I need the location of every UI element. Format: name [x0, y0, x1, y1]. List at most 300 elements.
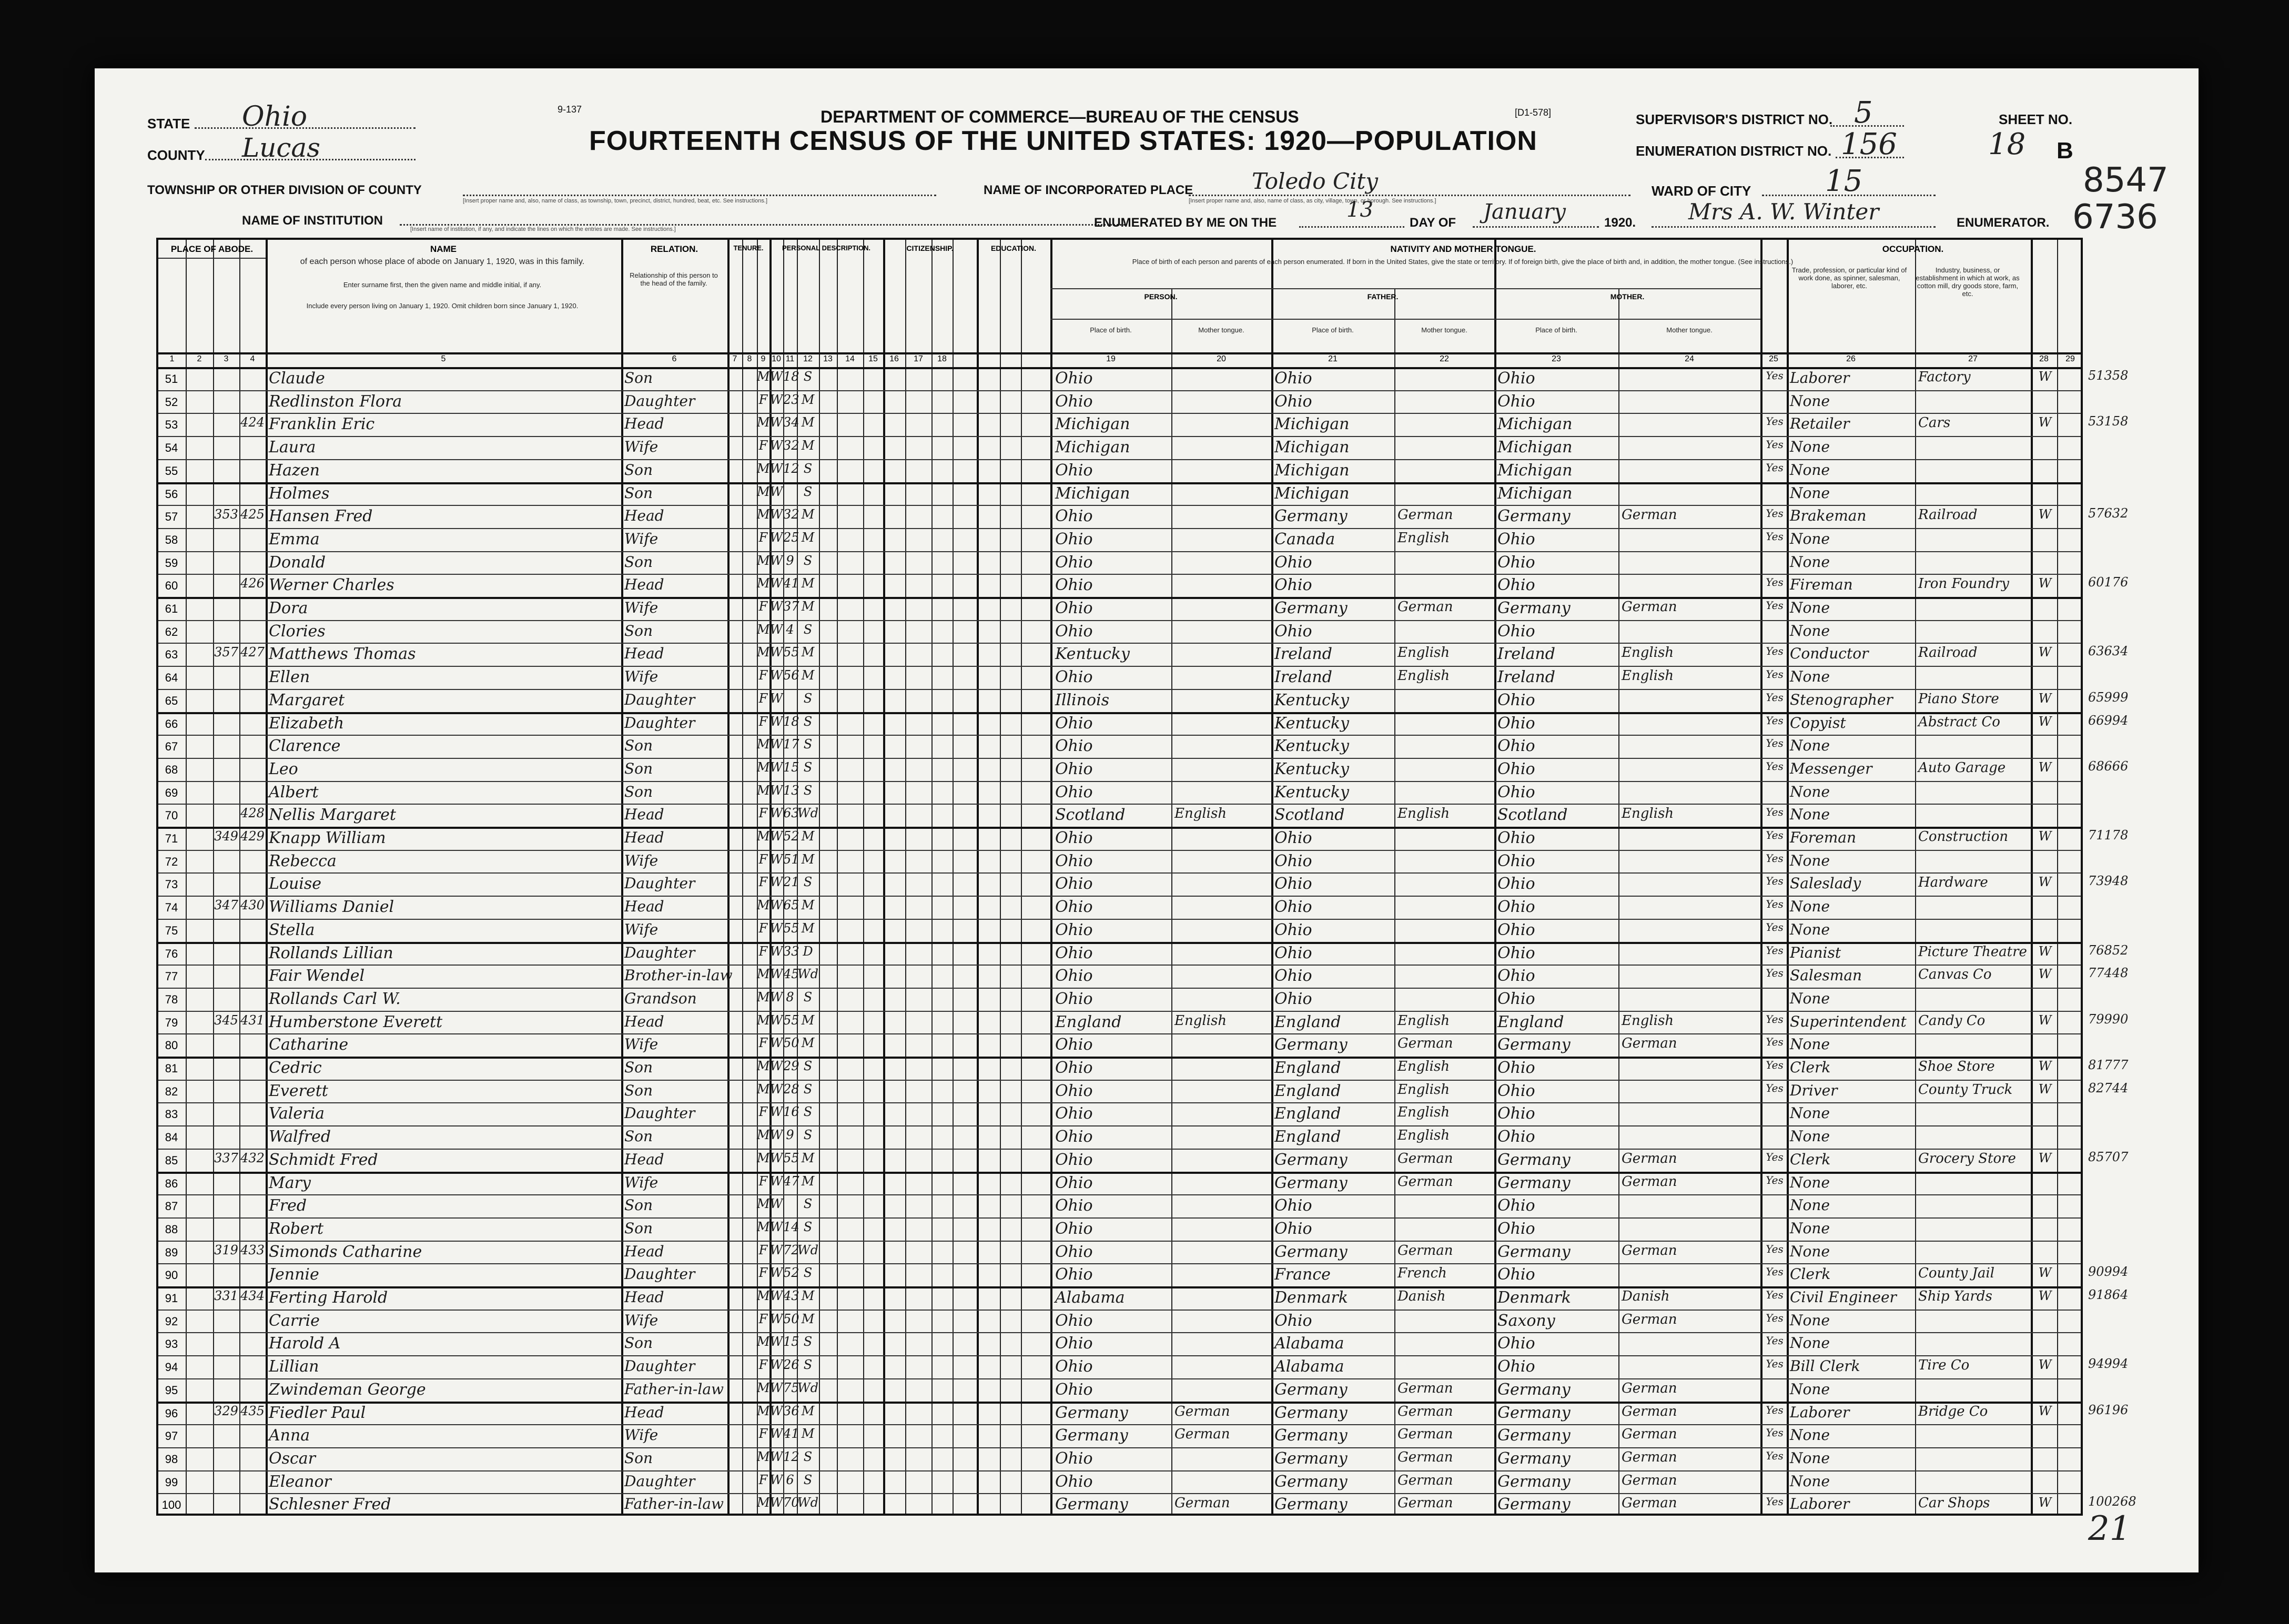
cell-name: Valeria: [269, 1104, 325, 1123]
cell-sex: F: [758, 943, 768, 959]
cell-occ: Copyist: [1790, 714, 1846, 732]
cell-fam: 426: [240, 576, 265, 591]
cell-fbirth: Scotland: [1274, 806, 1345, 825]
cell-cls: W: [2038, 759, 2052, 775]
cell-mbirth: Ohio: [1497, 759, 1535, 778]
form-code: [D1-578]: [1515, 107, 1552, 118]
cell-tongue: English: [1174, 1012, 1227, 1029]
margin-code: 79990: [2088, 1011, 2129, 1027]
cell-sex: M: [757, 507, 770, 522]
cell-dw: 337: [214, 1150, 238, 1165]
cell-rel: Son: [624, 1334, 653, 1352]
row-rule: [158, 1194, 2081, 1195]
incorporated-note: [Insert proper name and, also, name of class, as city, village, town, or borough. See instructions.]: [1189, 198, 1436, 204]
cell-ftongue: French: [1397, 1265, 1447, 1282]
cell-name: Fred: [269, 1196, 307, 1215]
column-number: 25: [1769, 354, 1778, 363]
cell-mar: M: [801, 645, 815, 660]
cell-mbirth: Ohio: [1497, 1265, 1535, 1284]
cell-race: W: [769, 1357, 783, 1373]
cell-birth: Ohio: [1055, 599, 1093, 617]
cell-name: Schmidt Fred: [269, 1150, 378, 1169]
cell-mbirth: Germany: [1497, 1495, 1571, 1514]
cell-rel: Daughter: [624, 875, 695, 892]
cell-eng: Yes: [1766, 507, 1784, 520]
cell-birth: Ohio: [1055, 714, 1093, 733]
cell-fbirth: England: [1274, 1128, 1341, 1146]
cell-name: Mary: [269, 1173, 311, 1192]
row-rule: [158, 781, 2081, 782]
cell-tongue: English: [1174, 806, 1227, 822]
cell-age: 25: [783, 530, 799, 545]
cell-eng: Yes: [1766, 967, 1784, 980]
cell-fbirth: France: [1274, 1265, 1331, 1284]
cell-age: 23: [783, 392, 799, 407]
sheet-label: SHEET NO.: [1999, 111, 2073, 127]
cell-mtongue: English: [1622, 645, 1674, 661]
cell-mar: S: [803, 737, 813, 752]
cell-birth: Ohio: [1055, 1128, 1093, 1146]
line-number: 87: [165, 1200, 178, 1213]
cell-occ: Saleslady: [1790, 875, 1861, 892]
cell-name: Rebecca: [269, 851, 337, 870]
column-number: 20: [1217, 354, 1226, 363]
cell-race: W: [769, 1426, 783, 1442]
cell-rel: Head: [624, 829, 664, 846]
cell-mar: Wd: [797, 1380, 819, 1395]
margin-code: 60176: [2088, 575, 2129, 590]
cell-mar: S: [803, 461, 813, 476]
cell-sex: F: [758, 920, 768, 936]
row-rule: [158, 390, 2081, 391]
column-number: 15: [868, 354, 878, 363]
cell-occ: Salesman: [1790, 967, 1862, 984]
row-rule: [158, 988, 2081, 989]
row-rule: [158, 689, 2081, 690]
cell-mbirth: Ohio: [1497, 989, 1535, 1008]
cell-occ: Laborer: [1790, 1495, 1850, 1513]
cell-birth: Ohio: [1055, 783, 1093, 801]
cell-sex: M: [757, 553, 770, 568]
enumeration-label: ENUMERATION DISTRICT NO.: [1636, 143, 1832, 159]
cell-age: 32: [783, 438, 799, 453]
cell-fbirth: Ohio: [1274, 576, 1312, 595]
incorporated-value: Toledo City: [1252, 168, 1379, 194]
row-rule: [158, 505, 2081, 506]
cell-rel: Head: [624, 415, 664, 433]
cell-race: W: [769, 484, 783, 499]
line-number: 93: [165, 1337, 178, 1351]
county-label: COUNTY: [147, 147, 205, 163]
cell-ind: Ship Yards: [1918, 1288, 1992, 1304]
cell-race: W: [769, 1265, 783, 1281]
state-value: Ohio: [242, 101, 308, 133]
cell-name: Clarence: [269, 737, 341, 756]
cell-mbirth: Germany: [1497, 1449, 1571, 1468]
cell-cls: W: [2038, 967, 2052, 982]
cell-race: W: [769, 438, 783, 453]
column-rule: [621, 240, 623, 1514]
cell-name: Oscar: [269, 1449, 316, 1468]
cell-ind: Bridge Co: [1918, 1403, 1988, 1419]
cell-mbirth: Ohio: [1497, 851, 1535, 870]
cell-mbirth: Germany: [1497, 1242, 1571, 1261]
row-rule: [158, 735, 2081, 736]
column-rule: [2031, 240, 2033, 1514]
cell-name: Werner Charles: [269, 576, 394, 595]
line-number: 95: [165, 1383, 178, 1397]
margin-code: 82744: [2088, 1080, 2129, 1095]
cell-mbirth: Ireland: [1497, 645, 1555, 664]
cell-age: 17: [783, 737, 799, 752]
cell-birth: Ohio: [1055, 898, 1093, 917]
cell-mbirth: Ohio: [1497, 1357, 1535, 1376]
cell-occ: None: [1790, 530, 1830, 547]
cell-birth: Ohio: [1055, 875, 1093, 894]
cell-race: W: [769, 1219, 783, 1234]
cell-sex: M: [757, 1059, 770, 1073]
cell-race: W: [769, 507, 783, 522]
year-value: 1920.: [1604, 216, 1636, 230]
cell-name: Claude: [269, 369, 325, 388]
line-number: 59: [165, 556, 178, 570]
state-label: STATE: [147, 116, 190, 131]
cell-mar: S: [803, 1265, 813, 1281]
cell-sex: F: [758, 851, 768, 867]
cell-name: Lillian: [269, 1357, 319, 1376]
cell-birth: Ohio: [1055, 1334, 1093, 1353]
cell-race: W: [769, 1449, 783, 1464]
cell-age: 36: [783, 1403, 799, 1418]
enumerator-value: Mrs A. W. Winter: [1688, 199, 1879, 225]
cell-rel: Son: [624, 1196, 653, 1214]
cell-occ: Bill Clerk: [1790, 1357, 1860, 1375]
line-number: 54: [165, 441, 178, 455]
column-rule: [931, 240, 933, 1514]
line-number: 98: [165, 1452, 178, 1466]
cell-name: Jennie: [269, 1265, 319, 1284]
cell-mbirth: Ohio: [1497, 1196, 1535, 1215]
column-rule: [905, 240, 906, 1514]
cell-occ: None: [1790, 1311, 1830, 1329]
cell-race: W: [769, 1472, 783, 1487]
cell-age: 9: [786, 553, 794, 568]
row-rule: [158, 1310, 2081, 1311]
column-rule: [266, 240, 268, 1514]
relation-description: Relationship of this person to the head of the family.: [630, 271, 718, 287]
cell-birth: England: [1055, 1012, 1122, 1031]
cell-fbirth: Michigan: [1274, 461, 1350, 480]
cell-eng: Yes: [1766, 759, 1784, 773]
cell-race: W: [769, 1380, 783, 1395]
cell-tongue: German: [1174, 1495, 1230, 1511]
cell-name: Cedric: [269, 1059, 322, 1077]
cell-mbirth: Ohio: [1497, 1128, 1535, 1146]
cell-mar: Wd: [797, 967, 819, 982]
cell-race: W: [769, 691, 783, 706]
cell-birth: Alabama: [1055, 1288, 1125, 1307]
cell-fbirth: Germany: [1274, 1380, 1348, 1399]
row-rule: [158, 551, 2081, 552]
name-description: of each person whose place of abode on January 1, 1920, was in this family.: [300, 257, 585, 266]
cell-birth: Ohio: [1055, 576, 1093, 595]
cell-race: W: [769, 1128, 783, 1143]
cell-age: 16: [783, 1104, 799, 1120]
cell-race: W: [769, 1196, 783, 1212]
stamp-number-top: 8547: [2083, 161, 2169, 200]
column-number: 16: [889, 354, 899, 363]
column-rule: [883, 240, 885, 1514]
cell-birth: Ohio: [1055, 1196, 1093, 1215]
cell-sex: M: [757, 967, 770, 982]
cell-name: Ferting Harold: [269, 1288, 388, 1307]
cell-age: 18: [783, 369, 799, 384]
row-rule: [158, 1241, 2081, 1242]
column-number: 8: [747, 354, 752, 363]
cell-mar: S: [803, 1196, 813, 1212]
cell-name: Holmes: [269, 484, 330, 503]
cell-ftongue: Danish: [1397, 1288, 1446, 1304]
cell-age: 51: [783, 851, 799, 867]
cell-mar: M: [801, 898, 815, 913]
page-mark: 21: [2088, 1509, 2131, 1548]
sheet-letter: B: [2057, 138, 2073, 164]
cell-cls: W: [2038, 1288, 2052, 1303]
department-title: DEPARTMENT OF COMMERCE—BUREAU OF THE CENSUS: [821, 107, 1299, 126]
line-number: 61: [165, 602, 178, 615]
column-number: 24: [1685, 354, 1694, 363]
cell-race: W: [769, 920, 783, 936]
cell-fbirth: Ireland: [1274, 645, 1332, 664]
cell-rel: Son: [624, 484, 653, 502]
group-nativity: NATIVITY AND MOTHER TONGUE.: [1390, 244, 1536, 254]
cell-mar: Wd: [797, 1495, 819, 1510]
line-number: 62: [165, 625, 178, 638]
cell-age: 55: [783, 645, 799, 660]
cell-age: 63: [783, 806, 799, 821]
cell-ind: Shoe Store: [1918, 1059, 1995, 1074]
cell-occ: None: [1790, 461, 1830, 479]
cell-birth: Ohio: [1055, 1357, 1093, 1376]
cell-mbirth: Ohio: [1497, 967, 1535, 986]
line-number: 55: [165, 464, 178, 478]
ward-value: 15: [1825, 164, 1863, 198]
column-number: 7: [732, 354, 737, 363]
line-number: 63: [165, 648, 178, 662]
cell-cls: W: [2038, 1059, 2052, 1073]
margin-code: 100268: [2088, 1494, 2136, 1509]
cell-age: 56: [783, 668, 799, 683]
cell-occ: None: [1790, 1173, 1830, 1191]
cell-mtongue: German: [1622, 1472, 1677, 1488]
column-number: 23: [1552, 354, 1561, 363]
cell-fbirth: Kentucky: [1274, 737, 1349, 756]
cell-race: W: [769, 967, 783, 982]
cell-sex: F: [758, 691, 768, 706]
column-number: 28: [2039, 354, 2049, 363]
cell-age: 33: [783, 943, 799, 959]
column-number: 11: [785, 354, 795, 363]
cell-birth: Ohio: [1055, 1242, 1093, 1261]
cell-age: 50: [783, 1036, 799, 1051]
column-rule: [186, 240, 187, 1514]
cell-occ: None: [1790, 1242, 1830, 1260]
cell-fbirth: Germany: [1274, 1472, 1348, 1491]
cell-mbirth: Germany: [1497, 1173, 1571, 1192]
cell-fbirth: Ohio: [1274, 851, 1312, 870]
line-number: 94: [165, 1361, 178, 1374]
cell-rel: Wife: [624, 1036, 659, 1053]
cell-fam: 430: [240, 898, 265, 913]
cell-age: 47: [783, 1173, 799, 1189]
cell-race: W: [769, 1150, 783, 1165]
line-number: 82: [165, 1084, 178, 1098]
cell-race: W: [769, 599, 783, 614]
cell-eng: Yes: [1766, 461, 1784, 474]
column-rule: [1394, 288, 1395, 1514]
enumerator-label: ENUMERATOR.: [1957, 216, 2050, 230]
row-rule: [158, 574, 2081, 575]
cell-rel: Son: [624, 1449, 653, 1467]
cell-rel: Daughter: [624, 943, 695, 961]
cell-rel: Daughter: [624, 1357, 695, 1375]
cell-eng: Yes: [1766, 1036, 1784, 1049]
line-number: 53: [165, 418, 178, 432]
cell-age: 55: [783, 1012, 799, 1028]
cell-fbirth: Ohio: [1274, 1196, 1312, 1215]
cell-mtongue: German: [1622, 1495, 1677, 1511]
cell-fam: 434: [240, 1288, 265, 1303]
cell-sex: M: [757, 1334, 770, 1349]
enumerated-day: 13: [1346, 198, 1373, 222]
cell-rel: Head: [624, 1288, 664, 1306]
institution-label: NAME OF INSTITUTION: [242, 214, 383, 228]
column-number: 2: [197, 354, 202, 363]
cell-birth: Ohio: [1055, 1449, 1093, 1468]
cell-birth: Ohio: [1055, 759, 1093, 778]
cell-fbirth: Alabama: [1274, 1357, 1344, 1376]
cell-rel: Father-in-law: [624, 1380, 724, 1398]
cell-eng: Yes: [1766, 1059, 1784, 1071]
cell-race: W: [769, 806, 783, 821]
cell-birth: Ohio: [1055, 1219, 1093, 1238]
cell-birth: Ohio: [1055, 1472, 1093, 1491]
cell-mar: S: [803, 1059, 813, 1073]
line-number: 97: [165, 1429, 178, 1443]
cell-mar: M: [801, 576, 815, 591]
row-rule: [158, 804, 2081, 805]
cell-ftongue: English: [1397, 645, 1450, 661]
cell-age: 52: [783, 1265, 799, 1281]
cell-name: Williams Daniel: [269, 898, 394, 917]
cell-fbirth: England: [1274, 1012, 1341, 1031]
cell-mbirth: Ohio: [1497, 714, 1535, 733]
row-rule: [158, 850, 2081, 851]
cell-mbirth: Ireland: [1497, 668, 1555, 687]
cell-fbirth: Ohio: [1274, 553, 1312, 572]
row-rule: [158, 436, 2081, 437]
cell-birth: Ohio: [1055, 530, 1093, 549]
cell-name: Redlinston Flora: [269, 392, 402, 411]
cell-mar: M: [801, 1036, 815, 1051]
cell-sex: M: [757, 759, 770, 775]
row-rule: [158, 620, 2081, 621]
cell-fbirth: Canada: [1274, 530, 1335, 549]
cell-rel: Daughter: [624, 714, 695, 732]
cell-fbirth: Germany: [1274, 1403, 1348, 1422]
cell-occ: None: [1790, 806, 1830, 824]
cell-fam: 429: [240, 829, 265, 844]
column-number: 12: [803, 354, 813, 363]
cell-name: Carrie: [269, 1311, 320, 1330]
cell-ftongue: German: [1397, 1242, 1453, 1258]
cell-ftongue: English: [1397, 530, 1450, 546]
cell-race: W: [769, 783, 783, 798]
cell-mbirth: Ohio: [1497, 622, 1535, 641]
cell-sex: F: [758, 714, 768, 729]
cell-rel: Wife: [624, 1311, 659, 1329]
row-rule: [158, 459, 2081, 460]
cell-rel: Son: [624, 783, 653, 800]
cell-race: W: [769, 1288, 783, 1303]
cell-sex: M: [757, 622, 770, 637]
cell-name: Elizabeth: [269, 714, 345, 733]
cell-occ: None: [1790, 1036, 1830, 1053]
line-number: 100: [161, 1498, 181, 1512]
cell-occ: None: [1790, 1426, 1830, 1444]
cell-birth: Ohio: [1055, 507, 1093, 526]
cell-eng: Yes: [1766, 829, 1784, 841]
cell-name: Franklin Eric: [269, 415, 375, 434]
cell-sex: M: [757, 1495, 770, 1510]
cell-name: Dora: [269, 599, 308, 617]
cell-occ: None: [1790, 392, 1830, 410]
cell-occ: Civil Engineer: [1790, 1288, 1897, 1306]
column-rule: [1021, 240, 1022, 1514]
column-number: 27: [1968, 354, 1978, 363]
cell-sex: M: [757, 369, 770, 384]
line-number: 84: [165, 1131, 178, 1144]
cell-birth: Ohio: [1055, 1265, 1093, 1284]
cell-fam: 425: [240, 507, 265, 522]
row-rule: [158, 1125, 2081, 1126]
cell-occ: Fireman: [1790, 576, 1853, 594]
cell-fbirth: Kentucky: [1274, 691, 1349, 709]
row-rule: [158, 758, 2081, 759]
cell-sex: M: [757, 737, 770, 752]
cell-race: W: [769, 1012, 783, 1028]
cell-age: 8: [786, 989, 794, 1004]
cell-rel: Son: [624, 1219, 653, 1237]
line-number: 89: [165, 1245, 178, 1259]
month-value: January: [1483, 200, 1566, 224]
cell-occ: None: [1790, 1196, 1830, 1214]
column-rule: [1787, 240, 1789, 1514]
cell-fbirth: Germany: [1274, 1426, 1348, 1445]
cell-mar: M: [801, 507, 815, 522]
row-rule: [158, 1217, 2081, 1219]
stamp-number-bottom: 6736: [2072, 198, 2158, 237]
margin-code: 65999: [2088, 689, 2129, 705]
cell-race: W: [769, 553, 783, 568]
cell-fbirth: Germany: [1274, 1242, 1348, 1261]
cell-mar: M: [801, 438, 815, 453]
column-rule: [1271, 240, 1273, 1514]
cell-cls: W: [2038, 645, 2052, 660]
column-rule: [863, 240, 864, 1514]
cell-race: W: [769, 1334, 783, 1349]
cell-name: Matthews Thomas: [269, 645, 416, 664]
